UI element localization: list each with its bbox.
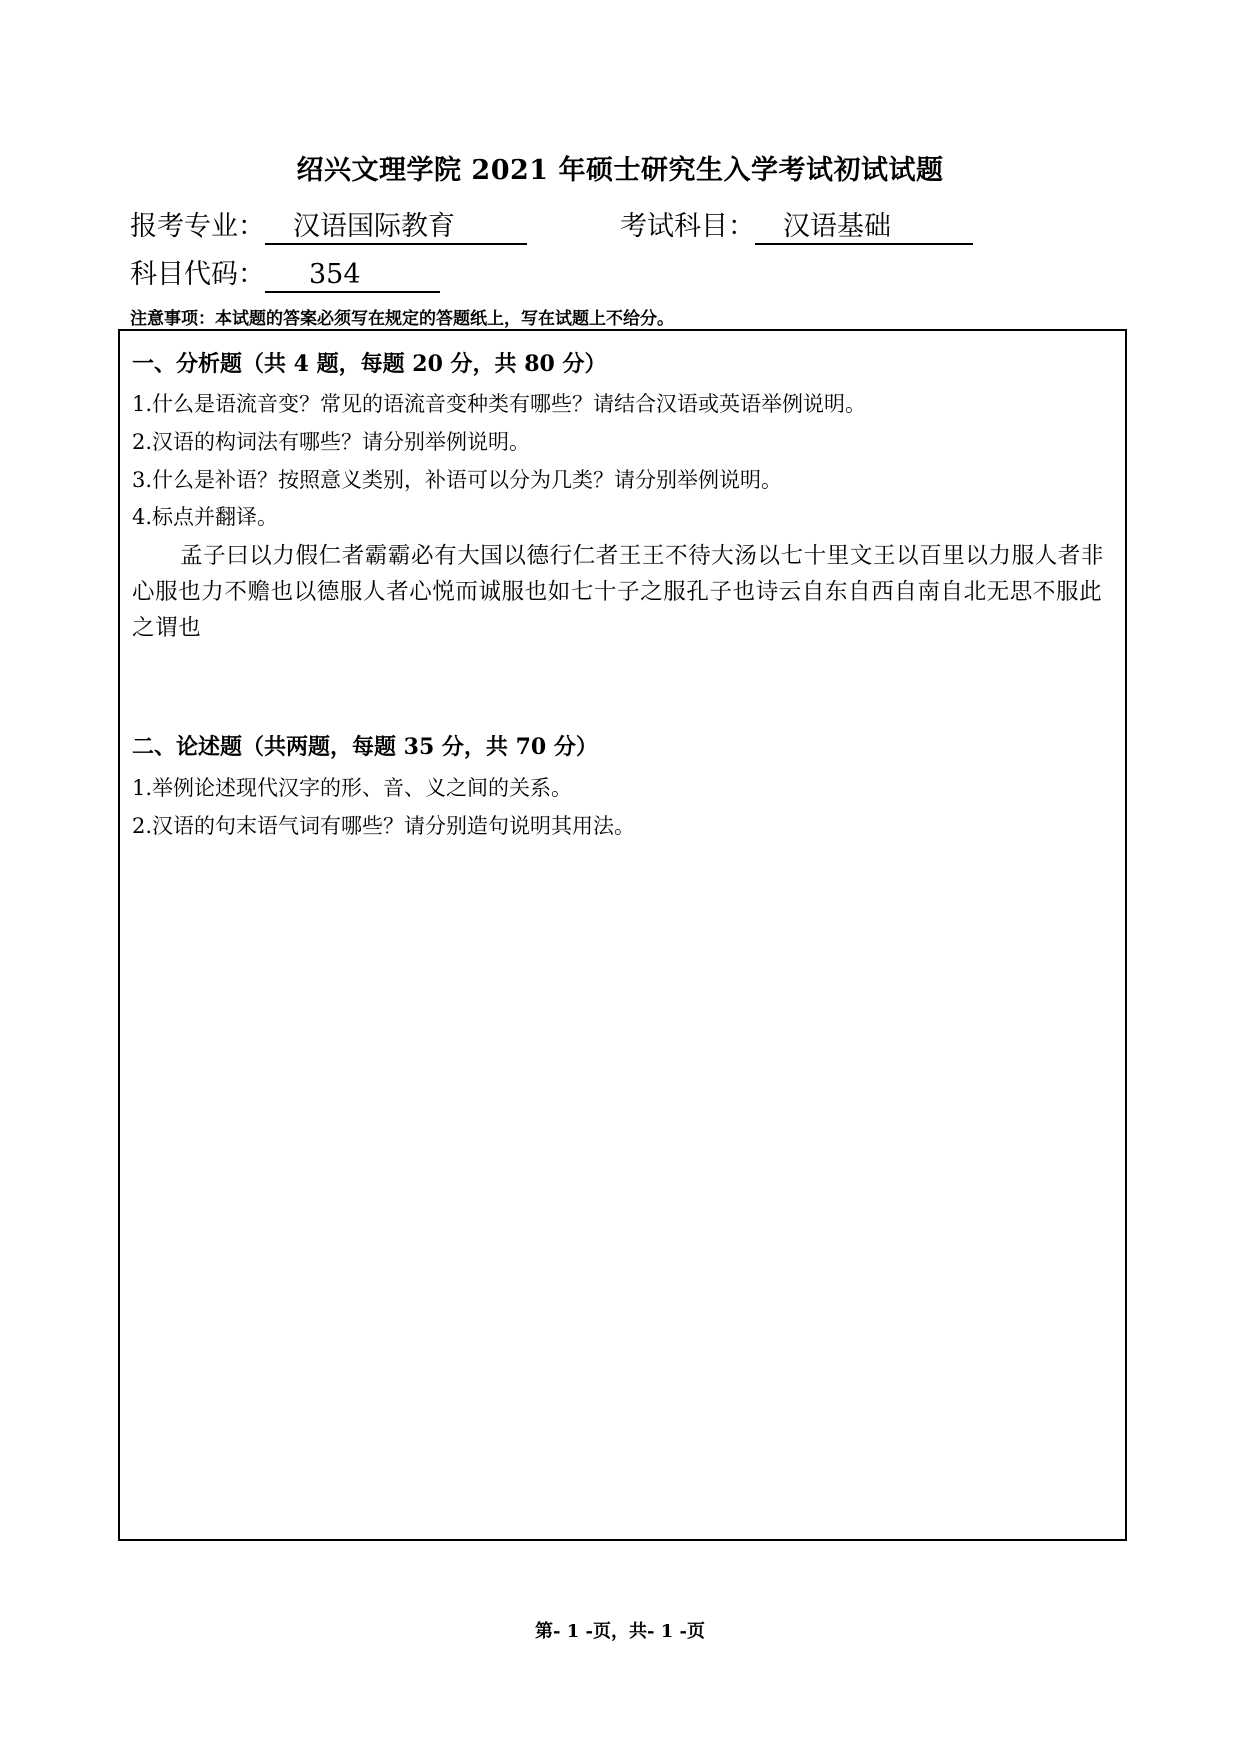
code-label: 科目代码： (130, 259, 265, 290)
section1-question-2: 2.汉语的构词法有哪些？请分别举例说明。 (132, 430, 531, 454)
exam-content-box (118, 329, 1127, 1541)
section1-heading: 一、分析题（共 4 题，每题 20 分，共 80 分） (132, 351, 607, 377)
subject-label: 考试科目： (620, 211, 755, 242)
page-title: 绍兴文理学院 2021 年硕士研究生入学考试初试试题 (296, 155, 944, 186)
section2-question-1: 1.举例论述现代汉字的形、音、义之间的关系。 (132, 776, 573, 800)
section1-question-3: 3.什么是补语？按照意义类别，补语可以分为几类？请分别举例说明。 (132, 468, 783, 492)
major-row (130, 204, 527, 245)
page-footer: 第- 1 -页，共- 1 -页 (535, 1621, 705, 1642)
major-value: 汉语国际教育 (265, 211, 527, 245)
section1-question-4: 4.标点并翻译。 (132, 505, 279, 529)
subject-value: 汉语基础 (755, 211, 973, 245)
major-label: 报考专业： (130, 211, 265, 242)
subject-row (620, 204, 973, 245)
section2-heading: 二、论述题（共两题，每题 35 分，共 70 分） (132, 734, 598, 760)
notice-text: 注意事项：本试题的答案必须写在规定的答题纸上，写在试题上不给分。 (130, 309, 674, 329)
section2-question-2: 2.汉语的句末语气词有哪些？请分别造句说明其用法。 (132, 814, 636, 838)
classical-passage: 孟子曰以力假仁者霸霸必有大国以德行仁者王王不待大汤以七十里文王以百里以力服人者非心服也力不赡也以德服人者心悦而诚服也如七十子之服孔子也诗云自东自西自南自北无思不服此之谓也 (132, 543, 1105, 641)
code-value: 354 (265, 259, 440, 293)
section1-question-1: 1.什么是语流音变？常见的语流音变种类有哪些？请结合汉语或英语举例说明。 (132, 392, 867, 416)
code-row (130, 252, 440, 293)
